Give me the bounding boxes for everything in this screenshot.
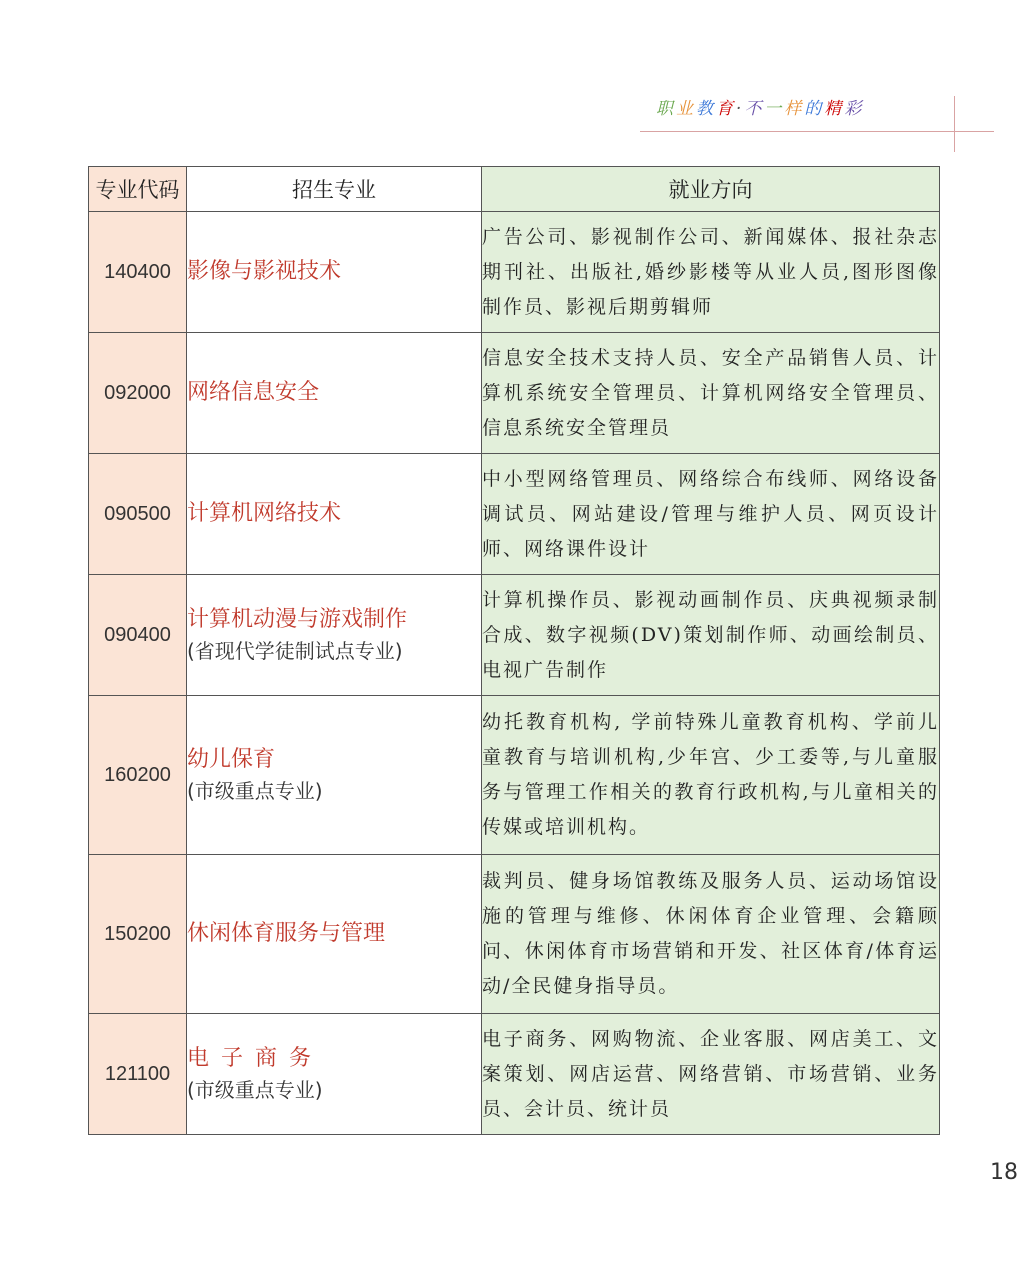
major-cell xyxy=(187,855,482,1014)
table-row xyxy=(89,855,940,1014)
table-row xyxy=(89,333,940,454)
major-code: 121100 xyxy=(89,1014,187,1135)
header-major: 招生专业 xyxy=(187,167,482,212)
major-cell xyxy=(187,454,482,575)
slogan-char: · xyxy=(736,99,745,119)
slogan-char: 样 xyxy=(784,99,805,119)
header-slogan xyxy=(656,94,926,124)
slogan-char: 不 xyxy=(744,99,765,119)
major-name: 影像与影视技术 xyxy=(187,259,342,284)
major-code: 140400 xyxy=(89,212,187,333)
slogan-char: 职 xyxy=(656,99,676,119)
slogan-char: 精 xyxy=(824,99,845,119)
slogan-char: 业 xyxy=(676,99,696,119)
career-direction: 中小型网络管理员、网络综合布线师、网络设备调试员、网站建设/管理与维护人员、网页设计师、网络课件设计 xyxy=(482,454,940,575)
major-name: 网络信息安全 xyxy=(187,380,320,405)
table-row xyxy=(89,212,940,333)
slogan-char: 的 xyxy=(804,99,825,119)
major-cell xyxy=(187,696,482,855)
career-direction: 裁判员、健身场馆教练及服务人员、运动场馆设施的管理与维修、休闲体育企业管理、会籍顾问、休闲体育市场营销和开发、社区体育/体育运动/全民健身指导员。 xyxy=(482,855,940,1014)
major-code: 090500 xyxy=(89,454,187,575)
header-career: 就业方向 xyxy=(482,167,940,212)
major-cell xyxy=(187,575,482,696)
major-name: 幼儿保育 xyxy=(187,747,276,772)
major-cell xyxy=(187,1014,482,1135)
table-row xyxy=(89,454,940,575)
page-number: 18 xyxy=(990,1160,1018,1185)
major-cell xyxy=(187,212,482,333)
career-direction: 广告公司、影视制作公司、新闻媒体、报社杂志期刊社、出版社,婚纱影楼等从业人员,图形图像制作员、影视后期剪辑师 xyxy=(482,212,940,333)
header-horizontal-rule xyxy=(640,131,994,132)
table-row xyxy=(89,575,940,696)
career-direction: 电子商务、网购物流、企业客服、网店美工、文案策划、网店运营、网络营销、市场营销、业务员、会计员、统计员 xyxy=(482,1014,940,1135)
slogan-char: 教 xyxy=(696,99,716,119)
major-code: 150200 xyxy=(89,855,187,1014)
major-code: 090400 xyxy=(89,575,187,696)
major-cell xyxy=(187,333,482,454)
header-vertical-rule xyxy=(954,96,955,152)
major-note: (市级重点专业) xyxy=(187,779,323,803)
major-name: 休闲体育服务与管理 xyxy=(187,921,386,946)
table-header-row xyxy=(89,167,940,212)
career-direction: 计算机操作员、影视动画制作员、庆典视频录制合成、数字视频(DV)策划制作师、动画绘制员、电视广告制作 xyxy=(482,575,940,696)
major-name: 计算机网络技术 xyxy=(187,501,342,526)
career-direction: 信息安全技术支持人员、安全产品销售人员、计算机系统安全管理员、计算机网络安全管理员、信息系统安全管理员 xyxy=(482,333,940,454)
career-direction: 幼托教育机构, 学前特殊儿童教育机构、学前儿童教育与培训机构,少年宫、少工委等,与儿童服务与管理工作相关的教育行政机构,与儿童相关的传媒或培训机构。 xyxy=(482,696,940,855)
table-row xyxy=(89,696,940,855)
slogan-char: 彩 xyxy=(844,99,865,119)
slogan-char: 育 xyxy=(716,99,736,119)
major-name: 电子商务 xyxy=(187,1046,324,1071)
header-code: 专业代码 xyxy=(89,167,187,212)
majors-table xyxy=(88,166,940,1135)
major-code: 092000 xyxy=(89,333,187,454)
major-note: (市级重点专业) xyxy=(187,1078,323,1102)
table-row xyxy=(89,1014,940,1135)
major-name: 计算机动漫与游戏制作 xyxy=(187,607,408,632)
major-code: 160200 xyxy=(89,696,187,855)
major-note: (省现代学徒制试点专业) xyxy=(187,639,403,663)
slogan-char: 一 xyxy=(764,99,785,119)
